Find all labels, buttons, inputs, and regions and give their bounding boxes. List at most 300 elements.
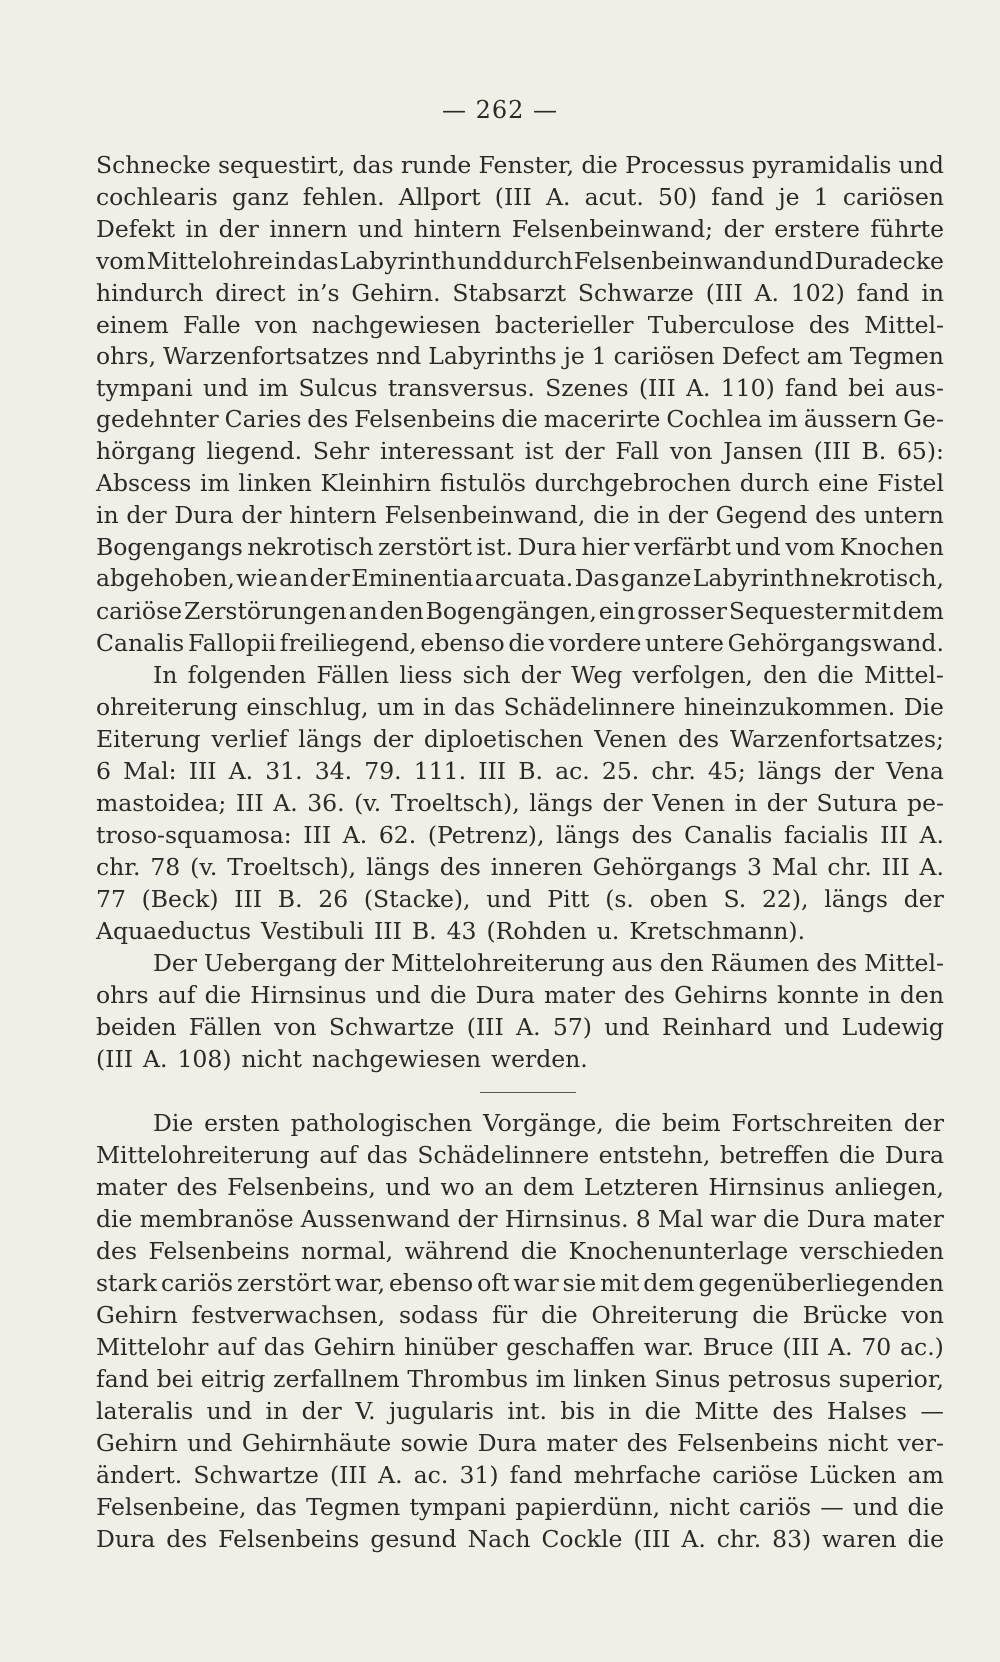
word: die: [644, 1397, 682, 1425]
word: der: [903, 1109, 944, 1137]
word: in’s: [297, 279, 340, 307]
word: durchgebrochen: [534, 469, 732, 497]
word: das: [366, 1141, 408, 1169]
word: Tegmen: [849, 342, 944, 370]
word: die: [907, 1525, 944, 1553]
word: Sequester: [728, 597, 850, 625]
word: Abscess: [96, 469, 192, 497]
word: III: [374, 917, 402, 945]
text-line: [96, 404, 944, 434]
word: fand: [509, 1461, 563, 1489]
word: Dura: [517, 533, 577, 561]
word: entstehn,: [598, 1141, 711, 1169]
word: Schädelinnere: [417, 1141, 590, 1169]
word: durch: [503, 247, 573, 275]
word: (III: [782, 1333, 820, 1361]
word: 57): [552, 1013, 592, 1041]
word: der: [343, 949, 385, 977]
word: Schwarze: [577, 279, 694, 307]
word: Felsenbeins,: [227, 1173, 376, 1201]
word: des: [439, 853, 481, 881]
word: den: [379, 597, 424, 625]
text-line: [96, 1460, 944, 1490]
word: den: [899, 981, 944, 1009]
word: Fallopii: [188, 629, 276, 657]
word: anliegen,: [834, 1173, 944, 1201]
word: am: [806, 342, 843, 370]
word: Felsenbeins: [148, 1237, 290, 1265]
word: hintern: [413, 215, 502, 243]
word: Gehörgangs: [592, 853, 738, 881]
word: Räumen: [710, 949, 810, 977]
word: cariös: [160, 1269, 234, 1297]
word: im: [535, 1365, 566, 1393]
text-line: [96, 692, 944, 722]
word: Warzenfortsatzes;: [729, 725, 944, 753]
word: der: [667, 501, 708, 529]
word: ac.): [900, 1333, 944, 1361]
word: mater: [543, 981, 615, 1009]
word: und: [385, 1173, 431, 1201]
word: Aquaeductus: [96, 917, 252, 945]
word: (III: [466, 1013, 504, 1041]
text-line: [96, 1012, 944, 1042]
word: (v.: [354, 789, 382, 817]
word: um: [376, 693, 415, 721]
word: Sulcus: [298, 374, 378, 402]
word: wie: [236, 564, 278, 592]
word: zerstört: [237, 1269, 331, 1297]
word: Ohreiterung: [591, 1301, 739, 1329]
word: bacterieller: [495, 311, 634, 339]
word: —: [820, 1493, 844, 1521]
word: A.: [545, 183, 571, 211]
word: 1: [813, 183, 829, 211]
text-line: [96, 246, 944, 276]
word: und: [768, 247, 814, 275]
word: durch: [739, 469, 810, 497]
word: Uebergang: [203, 949, 337, 977]
word: runde: [400, 151, 472, 179]
word: III: [880, 821, 908, 849]
word: ändert.: [96, 1461, 183, 1489]
word: facialis: [783, 821, 869, 849]
word: A.: [143, 1045, 168, 1073]
word: (Stacke),: [363, 885, 471, 913]
word: dem: [643, 1269, 695, 1297]
word: in: [185, 215, 209, 243]
word: längs: [298, 725, 363, 753]
word: Jansen: [723, 437, 803, 465]
word: während: [404, 1237, 510, 1265]
word: III: [478, 757, 507, 785]
word: waren: [822, 1525, 897, 1553]
word: und: [206, 1397, 252, 1425]
text-line: [96, 884, 944, 914]
word: ac.: [555, 757, 590, 785]
word: Fenster,: [478, 151, 575, 179]
word: die: [204, 981, 242, 1009]
word: abgehoben,: [96, 564, 235, 592]
word: beiden: [96, 1013, 177, 1041]
word: 8: [635, 1205, 651, 1233]
word: A.: [378, 1461, 403, 1489]
word: Labyrinths: [428, 342, 557, 370]
word: des: [626, 1429, 668, 1457]
word: fand: [96, 1365, 149, 1393]
word: 102): [790, 279, 845, 307]
word: int.: [507, 1397, 547, 1425]
word: hineinzukommen.: [683, 693, 896, 721]
word: geschaffen: [506, 1333, 636, 1361]
word: transversus.: [387, 374, 535, 402]
word: in: [422, 693, 446, 721]
word: Fall: [615, 437, 660, 465]
word: die: [614, 1109, 652, 1137]
word: III: [234, 885, 263, 913]
word: mit: [851, 597, 891, 625]
word: Mittel-: [864, 949, 944, 977]
word: A.: [919, 821, 944, 849]
word: oben: [649, 885, 708, 913]
word: normal,: [301, 1237, 394, 1265]
word: Felsenbeins: [677, 1429, 819, 1457]
word: 26: [318, 885, 349, 913]
word: mehrfache: [573, 1461, 702, 1489]
word: nicht: [241, 1045, 302, 1073]
word: die: [96, 1205, 133, 1233]
word: Vena: [886, 757, 944, 785]
word: fistulös: [439, 469, 526, 497]
word: 6: [96, 757, 111, 785]
word: (III: [329, 1461, 367, 1489]
word: chr.: [716, 1525, 762, 1553]
word: und: [456, 247, 503, 275]
word: hier: [581, 533, 630, 561]
word: auf: [157, 981, 196, 1009]
word: des: [623, 981, 665, 1009]
text-line: [96, 150, 944, 180]
word: Tuberculose: [647, 311, 795, 339]
word: ist.: [476, 533, 514, 561]
word: eitrig: [200, 1365, 266, 1393]
word: werden.: [490, 1045, 588, 1073]
text-line: [96, 1172, 944, 1202]
word: an: [279, 564, 309, 592]
word: 36.: [307, 789, 345, 817]
word: im: [768, 405, 798, 433]
word: chr.: [96, 853, 141, 881]
word: Mal: [771, 853, 818, 881]
word: Venen: [652, 789, 726, 817]
word: tympani: [409, 1493, 507, 1521]
text-line: [96, 373, 944, 403]
word: 77: [96, 885, 126, 913]
word: nekrotisch: [247, 533, 374, 561]
word: III: [303, 821, 332, 849]
word: Mittelohr: [96, 1333, 209, 1361]
word: auf: [217, 1333, 256, 1361]
word: längs: [556, 821, 620, 849]
word: Felsenbeine,: [96, 1493, 247, 1521]
word: (Petrenz),: [427, 821, 545, 849]
text-line: [96, 532, 944, 562]
word: Canalis: [684, 821, 773, 849]
word: 50): [658, 183, 698, 211]
word: Mitte: [694, 1397, 759, 1425]
word: Sutura: [816, 789, 898, 817]
word: Kretschmann).: [629, 917, 806, 945]
word: nnd: [376, 342, 422, 370]
word: Duradecke: [814, 247, 944, 275]
text-line: [96, 278, 944, 308]
word: cariös: [738, 1493, 812, 1521]
text-line: [96, 724, 944, 754]
word: liegend.: [206, 437, 303, 465]
word: 25.: [601, 757, 640, 785]
word: führte: [870, 215, 944, 243]
word: hinüber: [404, 1333, 498, 1361]
word: pyramidalis: [751, 151, 892, 179]
word: troso-squamosa:: [96, 821, 292, 849]
text-line: [153, 660, 944, 690]
word: fand: [856, 279, 910, 307]
text-line: [96, 1268, 944, 1298]
text-line: [96, 310, 944, 340]
word: in: [265, 1397, 289, 1425]
word: einem: [96, 311, 169, 339]
word: längs: [824, 885, 888, 913]
word: A.: [228, 757, 254, 785]
word: des: [166, 1525, 208, 1553]
word: verfolgen,: [632, 661, 753, 689]
word: die: [752, 1301, 789, 1329]
word: Tegmen: [306, 1493, 401, 1521]
word: untere: [645, 629, 724, 657]
word: im: [199, 469, 230, 497]
word: von: [901, 1301, 944, 1329]
word: in: [868, 981, 891, 1009]
word: Kleinhirn: [320, 469, 432, 497]
word: ganze: [620, 564, 692, 592]
word: Brücke: [802, 1301, 888, 1329]
word: Processus: [625, 151, 745, 179]
word: cariösen: [613, 342, 715, 370]
word: Das: [574, 564, 620, 592]
word: und: [202, 374, 249, 402]
text-line: [96, 1300, 944, 1330]
text-line: [96, 628, 944, 658]
word: (III: [813, 437, 851, 465]
word: hindurch: [96, 279, 204, 307]
word: und: [486, 885, 532, 913]
word: A.: [919, 853, 944, 881]
word: Bogengängen,: [425, 597, 597, 625]
word: ohrs,: [96, 342, 157, 370]
word: Sehr: [312, 437, 370, 465]
word: erstere: [774, 215, 860, 243]
word: zerstört: [378, 533, 472, 561]
text-line: [96, 1204, 944, 1234]
word: Stabsarzt: [452, 279, 567, 307]
word: Felsenbeinwand,: [384, 501, 586, 529]
text-line: [96, 436, 944, 466]
word: papierdünn,: [515, 1493, 661, 1521]
word: mater: [546, 1429, 618, 1457]
word: ebenso: [389, 1269, 474, 1297]
word: gegenüberliegenden: [698, 1269, 944, 1297]
word: Felsenbeins: [354, 405, 496, 433]
word: folgenden: [187, 661, 307, 689]
word: u.: [596, 917, 620, 945]
word: an: [484, 1173, 514, 1201]
word: am: [907, 1461, 944, 1489]
word: ist: [524, 437, 554, 465]
text-line: [96, 468, 944, 498]
word: Hirnsinus: [708, 1173, 825, 1201]
word: tympani: [96, 374, 193, 402]
word: der: [723, 215, 764, 243]
text-line: [96, 1428, 944, 1458]
word: in: [608, 1397, 632, 1425]
text-line: [96, 820, 944, 850]
word: inneren: [490, 853, 583, 881]
word: Gehirn: [96, 1429, 178, 1457]
word: mastoidea;: [96, 789, 227, 817]
word: das: [255, 1493, 297, 1521]
word: Mittel-: [864, 661, 944, 689]
word: die: [501, 405, 538, 433]
word: 62.: [378, 821, 417, 849]
word: war,: [334, 1269, 386, 1297]
word: je: [563, 342, 585, 370]
word: fand: [711, 183, 765, 211]
word: die: [430, 981, 467, 1009]
word: von: [274, 1013, 317, 1041]
word: grosser: [637, 597, 727, 625]
word: oft: [477, 1269, 510, 1297]
word: je: [778, 183, 800, 211]
word: Szenes: [545, 374, 629, 402]
word: Nach: [467, 1525, 531, 1553]
text-line: [96, 1236, 944, 1266]
word: war: [710, 1205, 756, 1233]
word: (Beck): [141, 885, 219, 913]
word: Warzenfortsatzes: [162, 342, 370, 370]
word: beim: [661, 1109, 721, 1137]
word: 31.: [265, 757, 303, 785]
word: nicht: [827, 1429, 889, 1457]
word: (III: [638, 374, 676, 402]
word: ganz: [232, 183, 289, 211]
word: Dura: [475, 981, 535, 1009]
word: (s.: [605, 885, 634, 913]
word: Pitt: [547, 885, 590, 913]
text-line: [96, 1140, 944, 1170]
word: aus-: [894, 374, 944, 402]
word: Aussenwand: [300, 1205, 451, 1233]
word: der: [309, 564, 350, 592]
word: III: [188, 757, 217, 785]
word: betreffen: [719, 1141, 830, 1169]
word: 108): [177, 1045, 232, 1073]
word: (III: [633, 1525, 671, 1553]
word: die: [838, 1141, 876, 1169]
word: sodass: [398, 1301, 479, 1329]
word: Gehirnhäute: [241, 1429, 392, 1457]
word: Fistel: [877, 469, 944, 497]
word: Eminentia: [351, 564, 474, 592]
word: Mittelohre: [146, 247, 273, 275]
text-line: [96, 596, 944, 626]
word: der: [602, 789, 643, 817]
word: Ludewig: [841, 1013, 944, 1041]
word: der: [903, 885, 944, 913]
word: Dura: [477, 1429, 537, 1457]
word: vom: [96, 247, 146, 275]
word: und: [187, 1429, 233, 1457]
word: Die: [903, 693, 944, 721]
word: die: [581, 151, 618, 179]
word: das: [263, 1333, 305, 1361]
word: macerirte: [543, 405, 661, 433]
word: aus: [611, 949, 653, 977]
word: III: [881, 853, 910, 881]
word: in: [96, 501, 119, 529]
word: A.: [516, 1013, 541, 1041]
word: fehlen.: [302, 183, 385, 211]
word: ohrs: [96, 981, 149, 1009]
word: in: [921, 279, 944, 307]
word: die: [520, 1237, 558, 1265]
page-number: — 262 —: [441, 96, 559, 124]
word: (Rohden: [486, 917, 587, 945]
word: der: [520, 661, 561, 689]
text-line: [96, 214, 944, 244]
word: Schwartze: [328, 1013, 455, 1041]
word: und: [852, 1493, 899, 1521]
word: 3: [747, 853, 762, 881]
word: B.: [518, 757, 543, 785]
word: Eiterung: [96, 725, 201, 753]
word: war.: [643, 1333, 695, 1361]
word: Knochenunterlage: [568, 1237, 789, 1265]
word: 1: [591, 342, 607, 370]
word: und: [783, 1013, 830, 1041]
word: äussern: [803, 405, 898, 433]
word: 43: [446, 917, 477, 945]
word: Allport: [398, 183, 481, 211]
word: 22),: [761, 885, 809, 913]
text-line: [96, 1364, 944, 1394]
word: sowie: [400, 1429, 469, 1457]
word: Dura: [806, 1205, 866, 1233]
word: ein: [598, 597, 636, 625]
word: 83): [772, 1525, 812, 1553]
word: und: [357, 215, 404, 243]
word: den: [659, 949, 704, 977]
word: B.: [411, 917, 437, 945]
word: Thrombus: [407, 1365, 529, 1393]
word: petrosus: [728, 1365, 832, 1393]
word: in: [734, 789, 758, 817]
word: Cockle: [541, 1525, 623, 1553]
word: vordere: [548, 629, 642, 657]
word: Cochlea: [666, 405, 763, 433]
word: Letzteren: [583, 1173, 699, 1201]
word: (III: [705, 279, 743, 307]
word: verfärbt: [633, 533, 731, 561]
